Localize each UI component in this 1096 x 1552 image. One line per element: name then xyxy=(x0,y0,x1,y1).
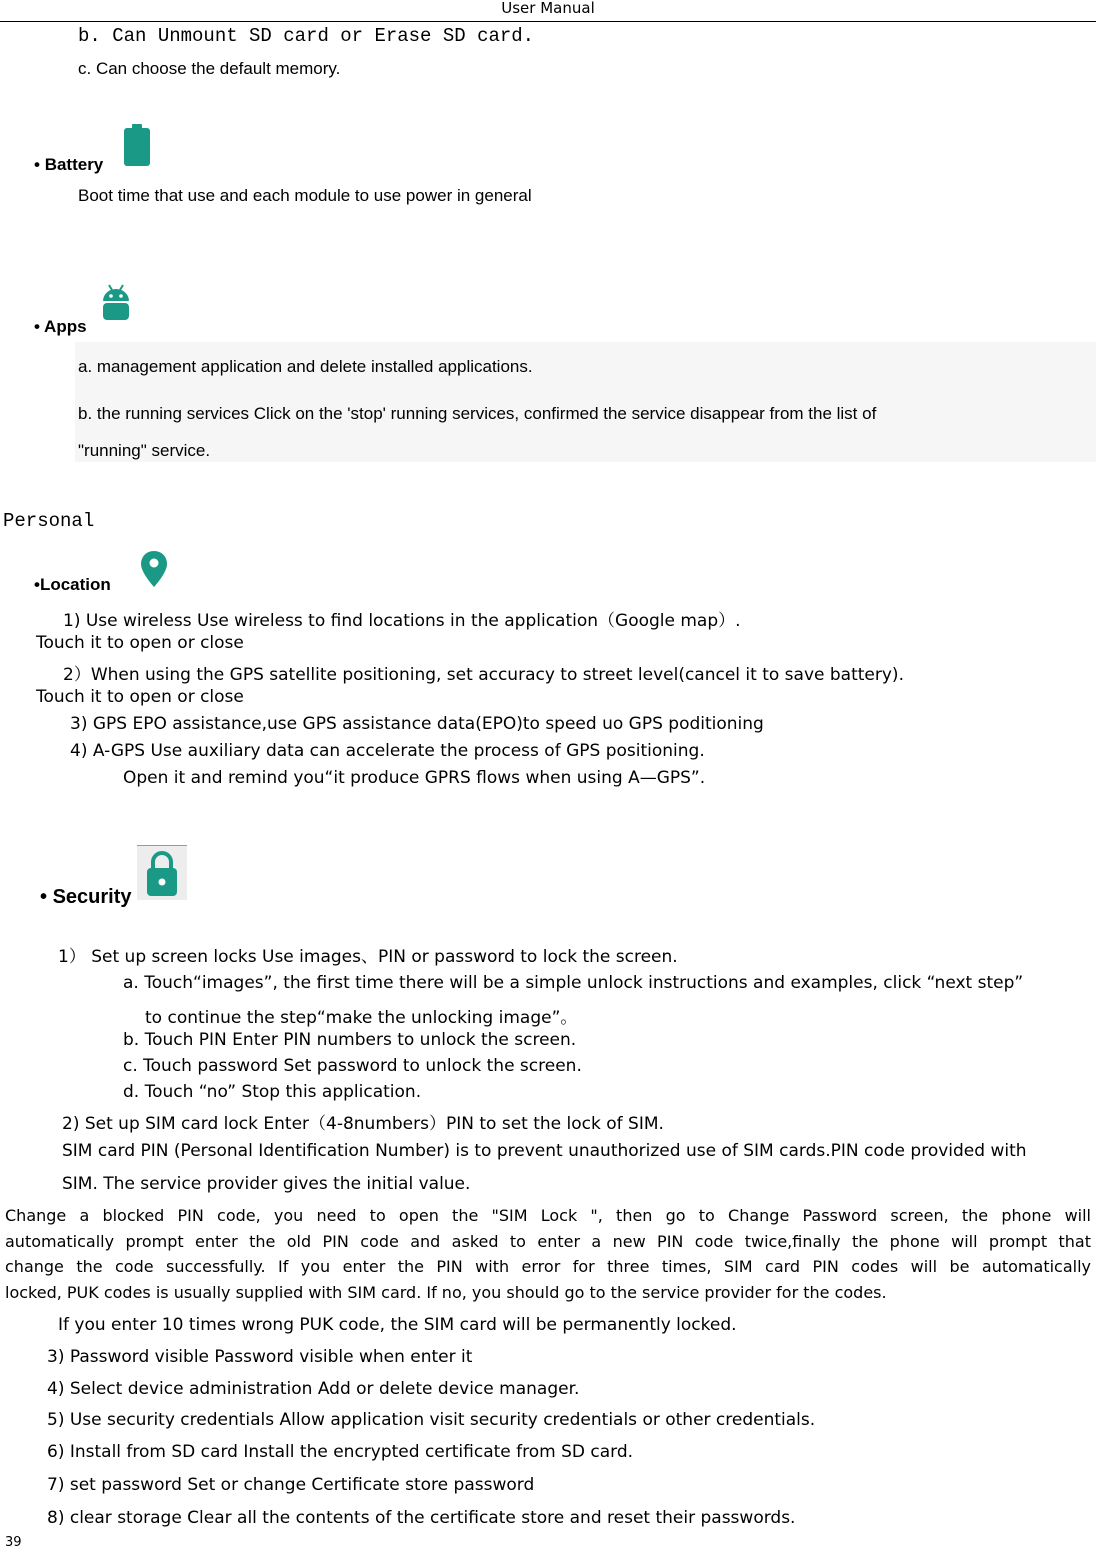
bullet: • xyxy=(34,575,40,594)
location-pin-icon xyxy=(140,550,168,588)
security-item-6: 6) Install from SD card Install the encrypted certificate from SD card. xyxy=(47,1442,634,1462)
location-title: Location xyxy=(39,575,111,594)
security-item-1a: a. Touch“images”, the first time there will be a simple unlock instructions and examples, click “next step” xyxy=(123,973,1024,993)
battery-icon xyxy=(123,124,151,166)
location-line-4: Touch it to open or close xyxy=(36,687,244,707)
security-item-5: 5) Use security credentials Allow application visit security credentials or other credentials. xyxy=(47,1410,816,1430)
location-line-7: Open it and remind you“it produce GPRS flows when using A—GPS”. xyxy=(123,768,706,788)
battery-description: Boot time that use and each module to use power in general xyxy=(78,186,532,205)
security-item-1: 1） Set up screen locks Use images、PIN or password to lock the screen. xyxy=(58,947,678,967)
apps-item-a: a. management application and delete installed applications. xyxy=(78,357,533,376)
paragraph-line: locked, PUK codes is usually supplied with SIM card. If no, you should go to the service provider for the codes. xyxy=(5,1282,887,1302)
apps-heading xyxy=(34,317,87,337)
paragraph-line: Change a blocked PIN code, you need to open the "SIM Lock ", then go to Change Password screen, the phone will xyxy=(5,1206,1091,1225)
security-title: Security xyxy=(52,886,132,908)
battery-title: Battery xyxy=(44,155,104,174)
security-item-7: 7) set password Set or change Certificate store password xyxy=(47,1475,535,1495)
bullet: • xyxy=(34,317,45,336)
security-item-2-desc: SIM card PIN (Personal Identification Number) is to prevent unauthorized use of SIM cards.PIN code provided with xyxy=(62,1141,1027,1161)
location-line-1: 1) Use wireless Use wireless to find locations in the application（Google map）. xyxy=(63,611,741,631)
location-heading xyxy=(34,575,111,595)
header-title: User Manual xyxy=(501,0,595,17)
android-icon xyxy=(101,284,131,324)
battery-heading xyxy=(34,155,103,175)
security-item-2-desc-cont: SIM. The service provider gives the initial value. xyxy=(62,1174,471,1194)
security-item-1d: d. Touch “no” Stop this application. xyxy=(123,1082,422,1102)
paragraph-line: automatically prompt enter the old PIN code and asked to enter a new PIN code twice,finally the phone will prompt that xyxy=(5,1231,1091,1251)
location-line-6: 4) A-GPS Use auxiliary data can accelerate the process of GPS positioning. xyxy=(70,741,705,761)
security-item-1b: b. Touch PIN Enter PIN numbers to unlock the screen. xyxy=(123,1030,577,1050)
storage-item-c: c. Can choose the default memory. xyxy=(78,59,341,78)
security-item-2: 2) Set up SIM card lock Enter（4-8numbers）PIN to set the lock of SIM. xyxy=(62,1114,664,1134)
bullet: • xyxy=(40,886,53,908)
apps-item-b-cont: "running" service. xyxy=(78,441,211,460)
location-line-5: 3) GPS EPO assistance,use GPS assistance data(EPO)to speed uo GPS poditioning xyxy=(70,714,764,734)
storage-item-b: b. Can Unmount SD card or Erase SD card. xyxy=(78,25,535,47)
location-line-3: 2）When using the GPS satellite positioning, set accuracy to street level(cancel it to save battery). xyxy=(63,665,904,685)
security-item-3: 3) Password visible Password visible when enter it xyxy=(47,1347,473,1367)
paragraph-line: change the code successfully. If you enter the PIN with error for three times, SIM card PIN codes will be automatically xyxy=(5,1257,1091,1276)
puk-warning: If you enter 10 times wrong PUK code, the SIM card will be permanently locked. xyxy=(58,1315,737,1335)
security-item-1c: c. Touch password Set password to unlock the screen. xyxy=(123,1056,582,1076)
page-header xyxy=(0,0,1096,22)
security-item-8: 8) clear storage Clear all the contents of the certificate store and reset their passwords. xyxy=(47,1508,796,1528)
location-line-2: Touch it to open or close xyxy=(36,633,244,653)
sim-lock-paragraph xyxy=(5,1203,1091,1305)
personal-heading: Personal xyxy=(3,510,95,532)
bullet: • xyxy=(34,155,45,174)
apps-title: Apps xyxy=(44,317,87,336)
page-number: 39 xyxy=(5,1535,22,1550)
security-heading xyxy=(40,886,132,909)
security-item-1a-cont: to continue the step“make the unlocking image”。 xyxy=(145,1008,578,1028)
apps-item-b: b. the running services Click on the 'stop' running services, confirmed the service disappear from the list of xyxy=(78,404,877,423)
security-item-4: 4) Select device administration Add or delete device manager. xyxy=(47,1379,580,1399)
lock-icon xyxy=(137,845,187,900)
